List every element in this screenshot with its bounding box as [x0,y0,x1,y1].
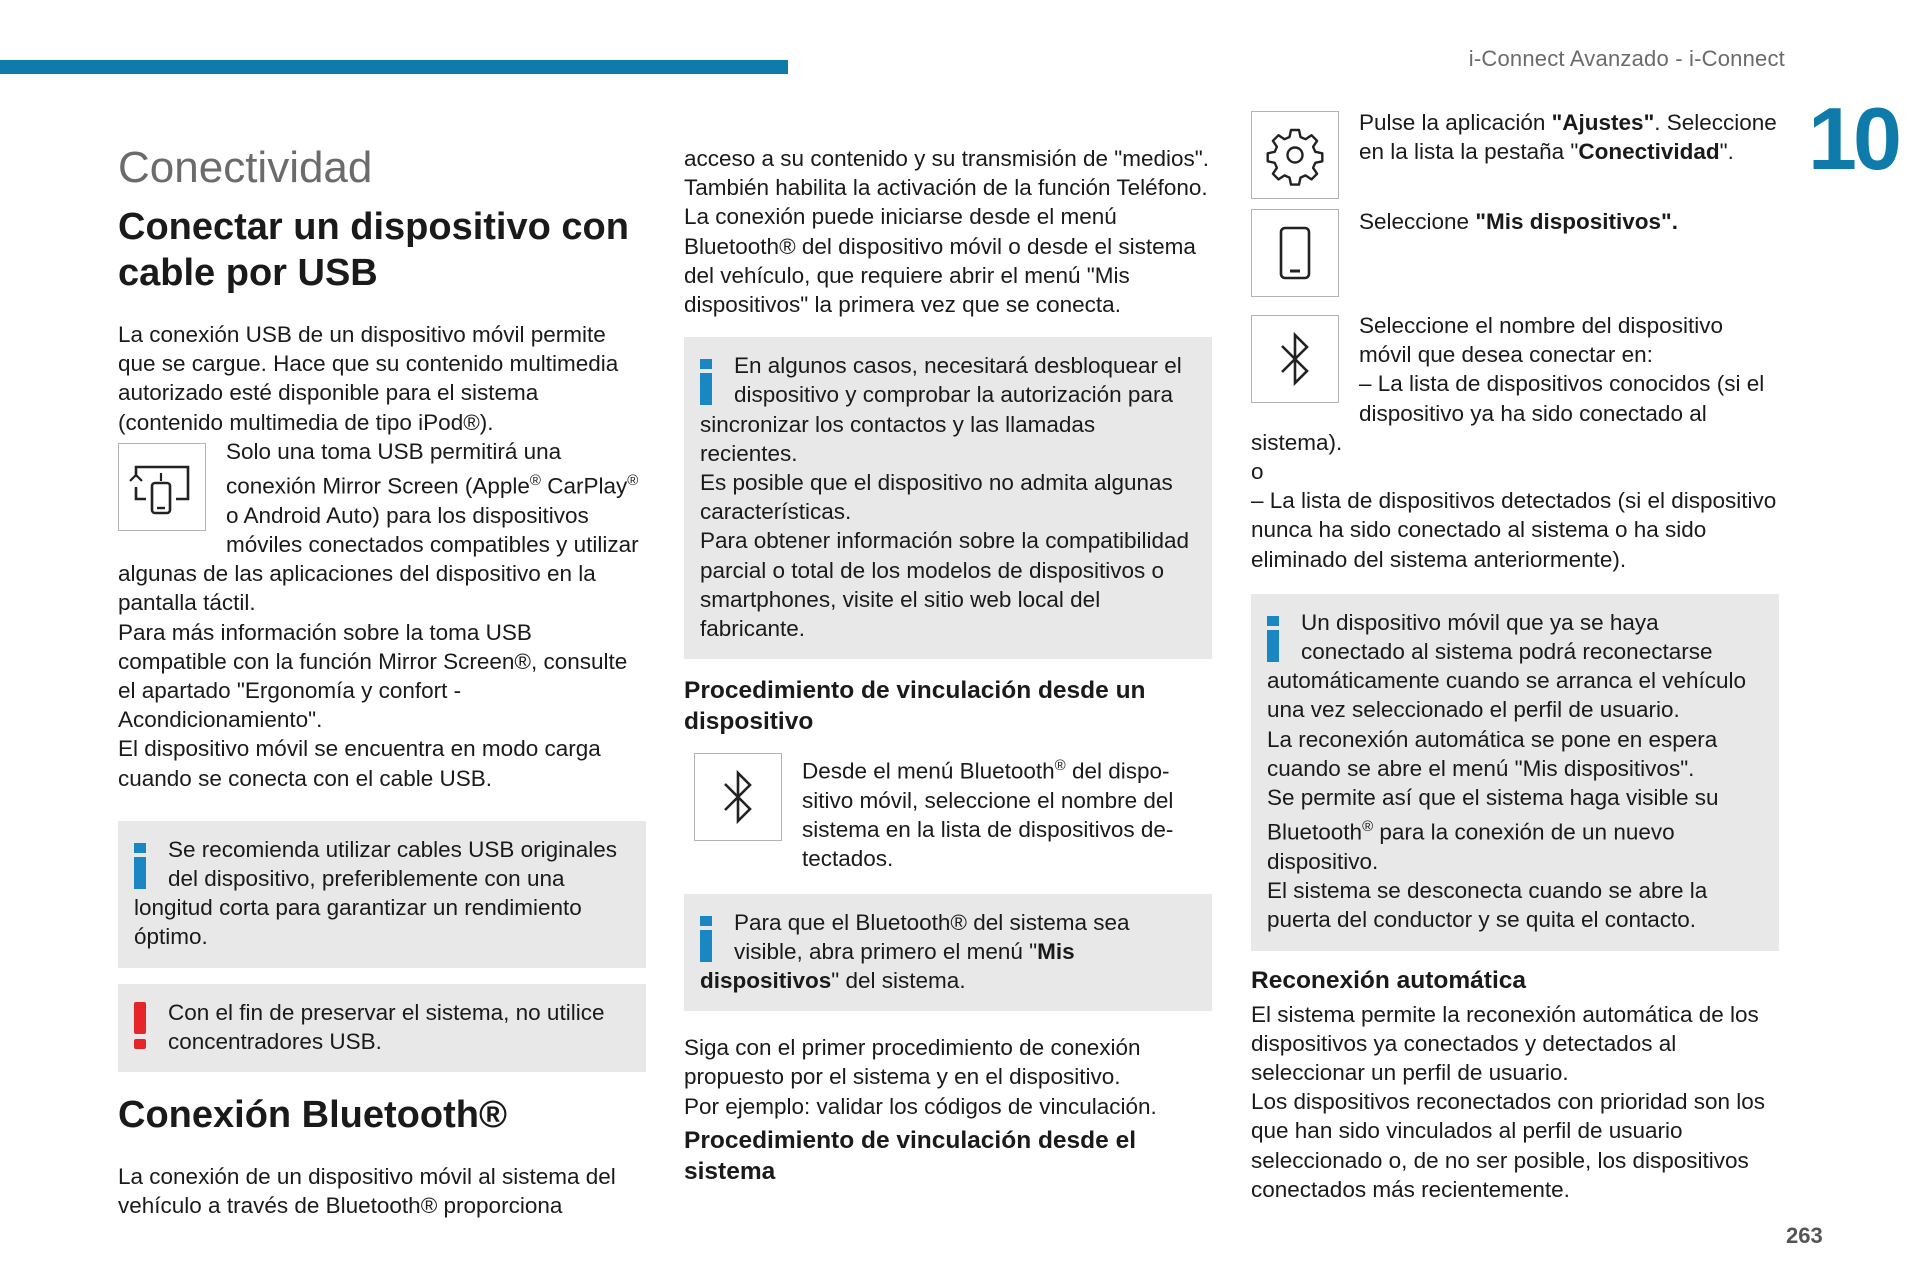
step-settings-text: Pulse la aplicación "Ajustes". Seleccione en la lista la pestaña "Conectividad". [1359,110,1777,165]
step-select-text-2: – La lista de dispositivos conocidos (si el dispositivo ya ha sido conectado al sistema). [1251,371,1765,455]
bluetooth-icon [694,753,782,841]
proc-device-block [684,751,1212,873]
column-3 [1251,108,1779,1204]
smartphone-icon [1251,209,1339,297]
usb-more-info: Para más información sobre la toma USB compatible con la función Mirror Screen®, consulte el apartado "Ergonomía y confort - Acondicionamiento". [118,619,628,733]
proc-device-text: Desde el menú Bluetooth® del dispo-sitivo móvil, seleccione el nombre del sistema en la lista de dispositivos de-tectados. [802,757,1174,872]
info-note-usb-cables: Se recomienda utilizar cables USB originales del dispositivo, preferiblemente con una longitud corta para garantizar un rendimiento óptimo. [118,821,646,968]
info-note-reconnect: Un dispositivo móvil que ya se haya conectado al sistema podrá reconectarse automáticamente cuando se arranca el vehículo una vez seleccionado el perfil de usuario. La reconexión automática se pone en espera cuando se abre el menú "Mis dispositivos". Se permite así que el sistema haga visible su Bluetooth® para la conexión de un nuevo dispositivo. El sistema se desconecta cuando se abre la puerta del conductor y se quita el contacto. [1251,594,1779,951]
mirror-screen-text: Solo una toma USB permitirá una conexión Mirror Screen (Apple® CarPlay® o Android Auto) para los dispositivos móviles conectados compatibles y utilizar algunas de las aplicaciones del dispositivo en la pantalla táctil. [118,438,639,616]
usb-charge-info: El dispositivo móvil se encuentra en modo carga cuando se conecta con el cable USB. [118,736,601,791]
follow-text-1: Siga con el primer procedimiento de conexión propuesto por el sistema y en el dispositivo. [684,1035,1141,1090]
info-icon [700,916,712,962]
warning-note-usb-hubs: Con el fin de preservar el sistema, no utilice concentradores USB. [118,984,646,1072]
usb-heading: Conectar un dispositivo con cable por USB [118,206,629,294]
info-note-unlock: En algunos casos, necesitará desbloquear el dispositivo y comprobar la autorización para sincronizar los contactos y las llamadas recientes. Es posible que el dispositivo no admita algunas características. Para obtener información sobre la compatibilidad parcial o total de los modelos de dispositivos o smartphones, visite el sitio web local del fabricante. [684,337,1212,659]
mirror-screen-icon [118,443,206,531]
info-note-visible: Para que el Bluetooth® del sistema sea visible, abra primero el menú "Mis dispositivos" del sistema. [684,894,1212,1012]
usb-intro: La conexión USB de un dispositivo móvil permite que se cargue. Hace que su contenido multimedia autorizado esté disponible para el sistema (contenido multimedia de tipo iPod®). [118,322,619,435]
auto-reconnect-text-1: El sistema permite la reconexión automática de los dispositivos ya conectados y detectados al seleccionar un perfil de usuario. [1251,1001,1759,1085]
column-2 [684,142,1212,1187]
info-icon [1267,616,1279,662]
info-icon [700,359,712,405]
bluetooth-icon [1251,315,1339,403]
mirror-screen-block [118,437,646,618]
header-accent-bar [0,60,788,74]
step-select-text-3: – La lista de dispositivos detectados (si el dispositivo nunca ha sido conectado al sistema o ha sido eliminado del sistema anteriormente). [1251,488,1777,572]
chapter-number: 10 [1808,89,1898,188]
step-my-devices [1251,203,1779,301]
section-title: Conectividad [118,143,373,192]
auto-reconnect-heading: Reconexión automática [1251,966,1527,994]
proc-system-heading: Procedimiento de vinculación desde el sistema [684,1126,1137,1185]
step-settings [1251,108,1779,203]
follow-text-2: Por ejemplo: validar los códigos de vinculación. [684,1093,1157,1119]
header-title: i-Connect Avanzado - i-Connect [1468,46,1785,71]
step-select-device [1251,305,1779,574]
info-icon [134,843,146,889]
bluetooth-intro: La conexión de un dispositivo móvil al sistema del vehículo a través de Bluetooth® proporciona [118,1163,616,1219]
proc-device-heading: Procedimiento de vinculación desde un dispositivo [684,677,1146,736]
step-my-devices-text: Seleccione "Mis dispositivos". [1359,209,1678,234]
step-select-text-1: Seleccione el nombre del dispositivo móvil que desea conectar en: [1359,313,1723,368]
gear-icon [1251,111,1339,199]
page-number: 263 [1786,1223,1823,1248]
auto-reconnect-text-2: Los dispositivos reconectados con prioridad son los que han sido vinculados al perfil de usuario seleccionado o, de no ser posible, los dispositivos conectados más recientemente. [1251,1089,1766,1202]
bluetooth-heading: Conexión Bluetooth® [118,1093,507,1136]
column-1 [118,142,646,1220]
bluetooth-continued-2: La conexión puede iniciarse desde el menú Bluetooth® del dispositivo móvil o desde el sistema del vehículo, que requiere abrir el menú "Mis dispositivos" la primera vez que se conecta. [684,204,1196,318]
bluetooth-continued-1: acceso a su contenido y su transmisión de "medios". También habilita la activación de la función Teléfono. [684,146,1209,201]
warning-icon [134,1002,146,1049]
step-select-or: o [1251,459,1264,485]
